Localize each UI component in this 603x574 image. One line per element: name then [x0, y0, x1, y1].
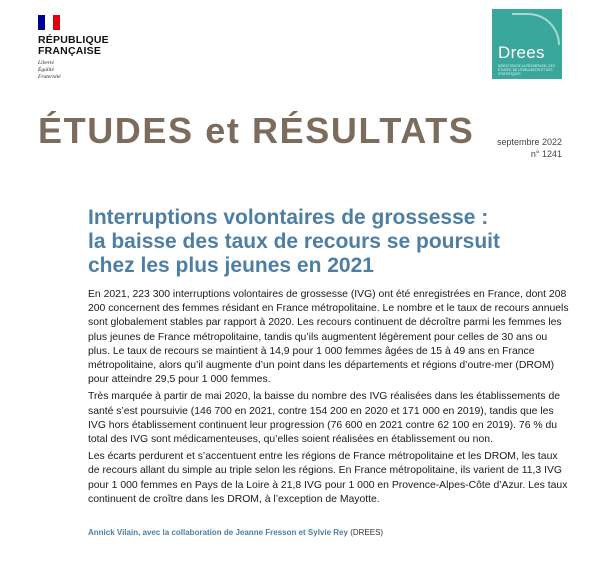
flag-white-stripe [45, 15, 52, 30]
french-flag-icon [38, 15, 60, 30]
issue-number: n° 1241 [530, 149, 562, 159]
author-names: Annick Vilain, avec la collaboration de Jeanne Fresson et Sylvie Rey [88, 528, 348, 537]
abstract-paragraph: Les écarts perdurent et s’accentuent entre les régions de France métropolitaine et les DROM, les taux de recours allant du simple au triple selon les régions. En France métropolitaine, ils varient de 11,3 IVG pour 1 000 femmes en Pays de la Loire à 21,8 IVG pour 1 000 en Provence-Alpes-Côte d’Azur. Les taux continuent de croître dans les DROM, à l’exception de Mayotte. [88, 451, 568, 505]
flag-red-stripe [53, 15, 60, 30]
page-title: Interruptions volontaires de grossesse : la baisse des taux de recours se poursuit chez les plus jeunes en 2021 [88, 206, 500, 277]
abstract-paragraph: Très marquée à partir de mai 2020, la baisse du nombre des IVG réalisées dans les établissements de santé s’est poursuivie (146 700 en 2021, contre 154 200 en 2020 et 171 000 en 2019), tandis que les IVG hors établissement continuent leur progression (76 600 en 2021 contre 62 100 en 2019). 76 % du total des IVG sont médicamenteuses, qu’elles soient réalisées en établissement ou non. [88, 391, 561, 446]
issue-info [497, 136, 562, 160]
flag-blue-stripe [38, 15, 45, 30]
author-org: (DREES) [350, 528, 384, 537]
series-title: ÉTUDES et RÉSULTATS [38, 110, 475, 151]
authors-line [88, 528, 383, 537]
drees-logo [492, 9, 562, 79]
drees-arc-icon [512, 13, 560, 45]
abstract [88, 288, 570, 510]
abstract-paragraph: En 2021, 223 300 interruptions volontaires de grossesse (IVG) ont été enregistrées en France, dont 208 200 concernent des femmes résidant en France métropolitaine. Le nombre et le taux de recours annuels sont globalement stables par rapport à 2020. Les recours continuent de décroître parmi les femmes les plus jeunes de France métropolitaine, tandis qu’ils augmentent légèrement pour celles de 30 ans ou plus. Le taux de recours se maintient à 14,9 pour 1 000 femmes âgées de 15 à 49 ans en France métropolitaine, alors qu’il augmente d’un point dans les départements et régions d’outre-mer (DROM) pour atteindre 29,5 pour 1 000 femmes. [88, 289, 569, 386]
drees-wordmark: Drees [498, 43, 545, 62]
issue-date: septembre 2022 [496, 137, 562, 147]
drees-tagline: DIRECTION DE LA RECHERCHE, DES ÉTUDES, DE L'ÉVALUATION ET DES STATISTIQUES [498, 64, 555, 76]
republique-francaise-label: RÉPUBLIQUE FRANÇAISE [38, 34, 109, 57]
republic-motto: Liberté Égalité Fraternité [38, 60, 61, 80]
